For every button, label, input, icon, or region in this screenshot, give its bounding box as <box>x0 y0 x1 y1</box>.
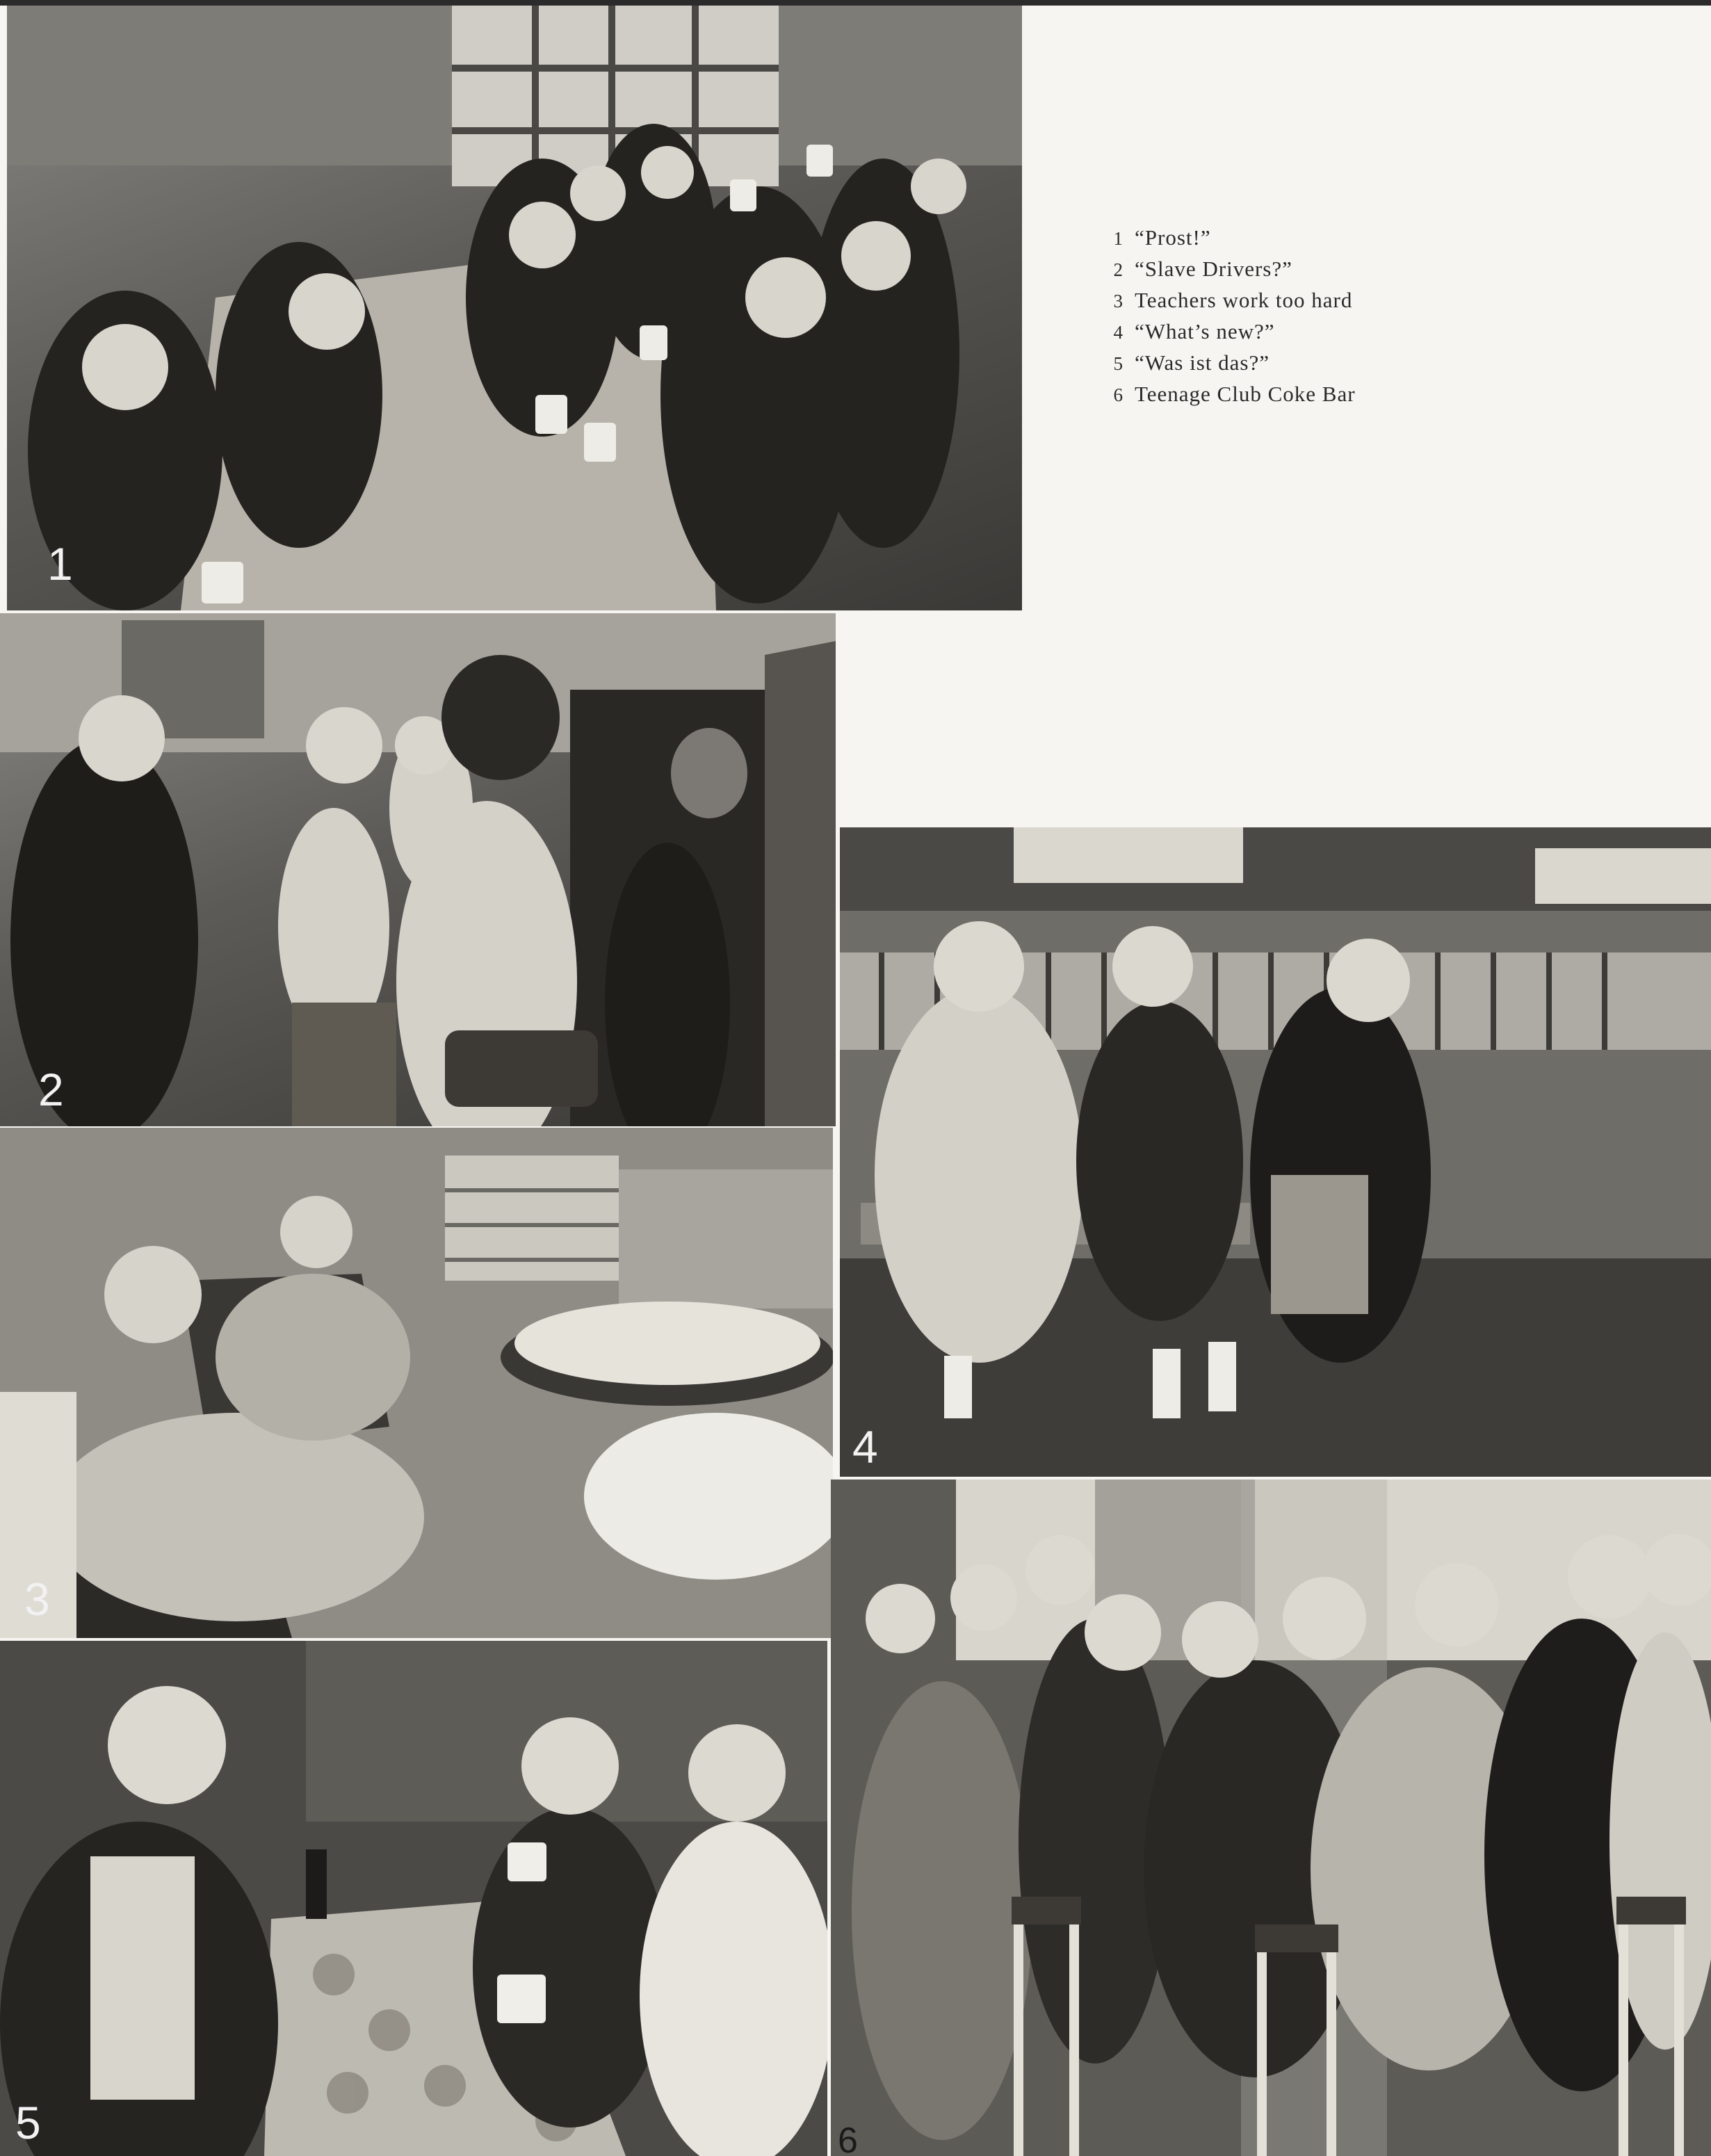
caption-text: Teenage Club Coke Bar <box>1135 382 1356 406</box>
caption-text: “What’s new?” <box>1135 319 1275 343</box>
photo-3-teachers <box>0 1128 833 1638</box>
caption-number: 1 <box>1113 228 1124 249</box>
caption-item <box>1105 254 1467 285</box>
photo-5-was-ist-das <box>0 1641 827 2156</box>
photo-4-scene <box>840 827 1711 1477</box>
caption-item <box>1105 316 1467 348</box>
caption-item <box>1105 222 1467 254</box>
caption-text: “Slave Drivers?” <box>1135 257 1292 281</box>
top-rule <box>0 0 1711 6</box>
caption-number: 5 <box>1113 353 1124 374</box>
photo-2-slave-drivers <box>0 613 836 1126</box>
photo-4-whats-new <box>840 827 1711 1477</box>
photo-2-scene <box>0 613 836 1126</box>
caption-number: 3 <box>1113 291 1124 311</box>
photo-3-scene <box>0 1128 833 1638</box>
photo-1-scene <box>7 6 1022 610</box>
photo-2-number: 2 <box>38 1064 64 1115</box>
photo-1-number: 1 <box>47 538 73 590</box>
caption-text: “Prost!” <box>1135 225 1211 250</box>
caption-number: 6 <box>1113 384 1124 405</box>
caption-item <box>1105 379 1467 410</box>
photo-4-number: 4 <box>852 1421 878 1473</box>
caption-item <box>1105 348 1467 379</box>
photo-3-number: 3 <box>24 1573 50 1625</box>
caption-text: “Was ist das?” <box>1135 350 1270 375</box>
photo-5-scene <box>0 1641 827 2156</box>
caption-number: 4 <box>1113 322 1124 343</box>
photo-1-prost <box>7 6 1022 610</box>
caption-number: 2 <box>1113 259 1124 280</box>
photo-6-number: 6 <box>838 2121 858 2156</box>
photo-6-scene <box>831 1480 1711 2156</box>
caption-list <box>1105 222 1467 410</box>
photo-5-number: 5 <box>15 2097 41 2148</box>
photo-6-coke-bar <box>831 1480 1711 2156</box>
caption-text: Teachers work too hard <box>1135 288 1353 312</box>
caption-item <box>1105 285 1467 316</box>
